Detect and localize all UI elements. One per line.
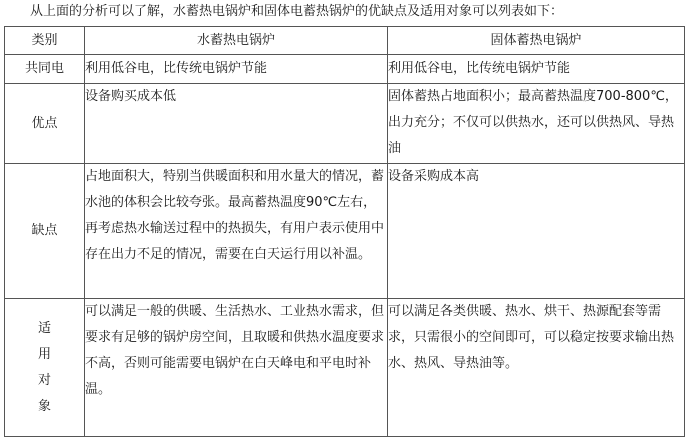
cell-solid-applicable: 可以满足各类供暖、热水、烘干、热源配套等需求，只需很小的空间即可，可以稳定按要求输出热水、热风、导热油等。	[388, 299, 685, 437]
cell-water-advantages: 设备购买成本低	[85, 84, 388, 164]
table-header-row	[5, 27, 685, 55]
cell-water-common: 利用低谷电，比传统电锅炉节能	[85, 55, 388, 84]
comparison-table	[4, 26, 685, 437]
header-solid-boiler: 固体蓄热电锅炉	[388, 27, 685, 55]
cell-solid-disadvantages: 设备采购成本高	[388, 164, 685, 299]
header-water-boiler: 水蓄热电锅炉	[85, 27, 388, 55]
row-label-applicable	[5, 299, 85, 437]
cell-solid-advantages: 固体蓄热占地面积小；最高蓄热温度700-800℃，出力充分；不仅可以供热水，还可以供热风、导热油	[388, 84, 685, 164]
table-row	[5, 299, 685, 437]
intro-text: 从上面的分析可以了解，水蓄热电锅炉和固体电蓄热锅炉的优缺点及适用对象可以列表如下：	[30, 4, 564, 19]
table-row	[5, 55, 685, 84]
cell-water-disadvantages: 占地面积大，特别当供暖面积和用水量大的情况，蓄水池的体积会比较夸张。最高蓄热温度90℃左右，再考虑热水输送过程中的热损失，有用户表示使用中存在出力不足的情况，需要在白天运行用以补温。	[85, 164, 388, 299]
row-label-char: 象	[37, 398, 51, 414]
header-category: 类别	[5, 27, 85, 55]
row-label-char: 适	[37, 320, 51, 336]
row-label-common: 共同电	[5, 55, 85, 84]
row-label-char: 用	[37, 346, 51, 362]
table-row	[5, 84, 685, 164]
row-label-advantages: 优点	[5, 84, 85, 164]
row-label-disadvantages: 缺点	[5, 164, 85, 299]
table-row	[5, 164, 685, 299]
cell-solid-common: 利用低谷电，比传统电锅炉节能	[388, 55, 685, 84]
row-label-char: 对	[37, 372, 51, 388]
cell-water-applicable: 可以满足一般的供暖、生活热水、工业热水需求，但要求有足够的锅炉房空间，且取暖和供热水温度要求不高，否则可能需要电锅炉在白天峰电和平电时补温。	[85, 299, 388, 437]
